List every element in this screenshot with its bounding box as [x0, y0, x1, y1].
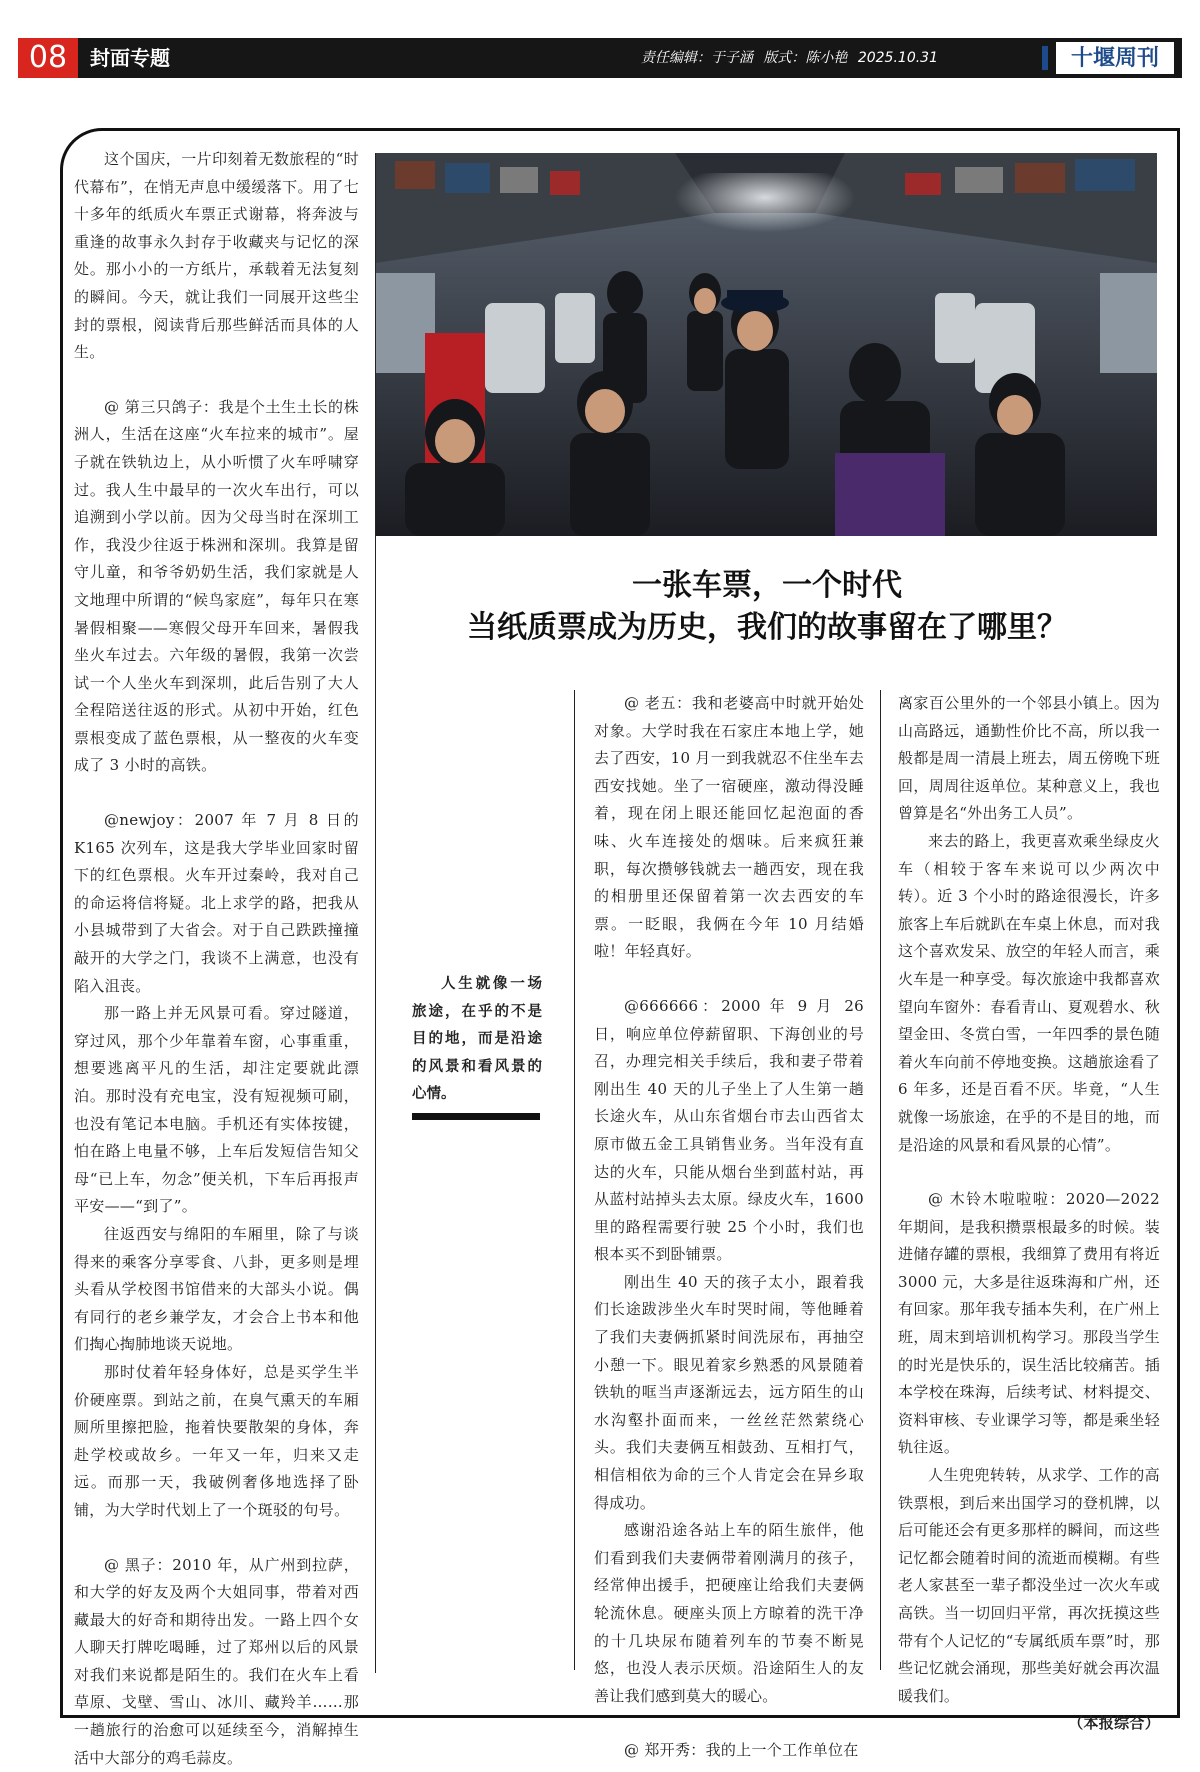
story-paragraph: 那一路上并无风景可看。穿过隧道，穿过风，那个少年靠着车窗，心事重重，想要逃离平凡的生活，却注定要就此漂泊。那时没有充电宝，没有短视频可刷，也没有笔记本电脑。手机还有实体按键，怕在路上电量不够，上车后发短信告知父母“已上车，勿念”便关机，下车后再报声平安——“到了”。	[74, 1000, 359, 1221]
left-column	[74, 146, 359, 1772]
story-paragraph: @666666：2000 年 9 月 26 日，响应单位停薪留职、下海创业的号召，办理完相关手续后，我和妻子带着刚出生 40 天的儿子坐上了人生第一趟长途火车，从山东省烟台市去山西省太原市做五金工具销售业务。当年没有直达的火车，只能从烟台坐到蓝村站，再从蓝村站掉头去太原。绿皮火车，1600 里的路程需要行驶 25 个小时，我们也根本买不到卧铺票。	[594, 993, 864, 1269]
story-paragraph: @ 第三只鸽子：我是个土生土长的株洲人，生活在这座“火车拉来的城市”。屋子就在铁轨边上，从小听惯了火车呼啸穿过。我人生中最早的一次火车出行，可以追溯到小学以前。因为父母当时在深圳工作，我没少往返于株洲和深圳。我算是留守儿童，和爷爷奶奶生活，我们家就是人文地理中所谓的“候鸟家庭”，每年只在寒暑假相聚——寒假父母开车回来，暑假我坐火车过去。六年级的暑假，我第一次尝试一个人坐火车到深圳，此后告别了大人全程陪送往返的形式。从初中开始，红色票根变成了蓝色票根，从一整夜的火车变成了 3 小时的高铁。	[74, 394, 359, 780]
story-paragraph: @ 木铃木啦啦啦：2020—2022 年期间，是我积攒票根最多的时候。装进储存罐的票根，我细算了费用有将近 3000 元，大多是往返珠海和广州，还有回家。那年我专插本失利，在广州上班，周末到培训机构学习。那段当学生的时光是快乐的，误生活比较痛苦。插本学校在珠海，后续考试、材料提交、资料审核、专业课学习等，都是乘坐轻轨往返。	[898, 1186, 1160, 1462]
story-paragraph: 那时仗着年轻身体好，总是买学生半价硬座票。到站之前，在臭气熏天的车厢厕所里擦把脸，拖着快要散架的身体，奔赴学校或故乡。一年又一年，归来又走远。而那一天，我破例奢侈地选择了卧铺，为大学时代划上了一个斑驳的句号。	[74, 1359, 359, 1525]
right-column	[898, 690, 1160, 1738]
story-paragraph: 离家百公里外的一个邻县小镇上。因为山高路远，通勤性价比不高，所以我一般都是周一清晨上班去，周五傍晚下班回，周周往返单位。某种意义上，我也曾算是名“外出务工人员”。	[898, 690, 1160, 828]
pull-quote	[412, 970, 542, 1108]
train-carriage-photo	[375, 153, 1157, 536]
story-paragraph: @ 黑子：2010 年，从广州到拉萨，和大学的好友及两个大姐同事，带着对西藏最大的好奇和期待出发。一路上四个女人聊天打牌吃喝睡，过了郑州以后的风景对我们来说都是陌生的。我们在火车上看草原、戈壁、雪山、冰川、藏羚羊……那一趟旅行的治愈可以延续至今，消解掉生活中大部分的鸡毛蒜皮。	[74, 1552, 359, 1772]
headline	[378, 566, 1156, 650]
story-paragraph: 来去的路上，我更喜欢乘坐绿皮火车（相较于客车来说可以少两次中转）。近 3 个小时的路途很漫长，许多旅客上车后就趴在车桌上休息，而对我这个喜欢发呆、放空的年轻人而言，乘火车是一种享受。每次旅途中我都喜欢望向车窗外：春看青山、夏观碧水、秋望金田、冬赏白雪，一年四季的景色随着火车向前不停地变换。这趟旅途看了 6 年多，还是百看不厌。毕竟，“人生就像一场旅途，在乎的不是目的地，而是沿途的风景和看风景的心情”。	[898, 828, 1160, 1159]
source-note: （本报综合）	[898, 1710, 1160, 1738]
story-paragraph: @ 郑开秀：我的上一个工作单位在	[594, 1737, 864, 1765]
editor-credits	[635, 38, 938, 78]
pull-quote-text: 人生就像一场旅途，在乎的不是目的地，而是沿途的风景和看风景的心情。	[412, 970, 542, 1108]
page-number: 08	[18, 38, 78, 78]
pull-quote-bar	[412, 1113, 540, 1120]
story-paragraph: 刚出生 40 天的孩子太小，跟着我们长途跋涉坐火车时哭时闹，等他睡着了我们夫妻俩抓紧时间洗尿布，再抽空小憩一下。眼见着家乡熟悉的风景随着铁轨的哐当声逐渐远去，远方陌生的山水沟壑扑面而来，一丝丝茫然萦绕心头。我们夫妻俩互相鼓劲、互相打气，相信相依为命的三个人肯定会在异乡取得成功。	[594, 1269, 864, 1517]
masthead-stripe	[1042, 46, 1048, 70]
column-rule-left	[375, 153, 376, 1673]
section-title: 封面专题	[90, 38, 170, 78]
photo-caption: 二维码安全使用镜头。	[1095, 659, 1157, 693]
layout-designer: 版式：陈小艳	[763, 50, 847, 66]
middle-column	[594, 690, 864, 1765]
photo-illustration	[375, 153, 1157, 536]
intro-paragraph: 这个国庆，一片印刻着无数旅程的“时代幕布”，在悄无声息中缓缓落下。用了七十多年的纸质火车票正式谢幕，将奔波与重逢的故事永久封存于收藏夹与记忆的深处。那小小的一方纸片，承载着无法复刻的瞬间。今天，就让我们一同展开这些尘封的票根，阅读背后那些鲜活而具体的人生。	[74, 146, 359, 367]
masthead-logo: 十堰周刊	[1056, 42, 1174, 74]
story-paragraph: 感谢沿途各站上车的陌生旅伴，他们看到我们夫妻俩带着刚满月的孩子，经常伸出援手，把硬座让给我们夫妻俩轮流休息。硬座头顶上方晾着的洗干净的十几块尿布随着列车的节奏不断晃悠，也没人表示厌烦。沿途陌生人的友善让我们感到莫大的暖心。	[594, 1517, 864, 1710]
story-paragraph: @ 老五：我和老婆高中时就开始处对象。大学时我在石家庄本地上学，她去了西安，10 月一到我就忍不住坐车去西安找她。坐了一宿硬座，激动得没睡着，现在闭上眼还能回忆起泡面的香味、火车连接处的烟味。后来疯狂兼职，每次攒够钱就去一趟西安，现在我的相册里还保留着第一次去西安的车票。一眨眼，我俩在今年 10 月结婚啦！年轻真好。	[594, 690, 864, 966]
editor-name: 责任编辑：于子涵	[641, 50, 753, 66]
story-paragraph: 人生兜兜转转，从求学、工作的高铁票根，到后来出国学习的登机牌，以后可能还会有更多那样的瞬间，而这些记忆都会随着时间的流逝而模糊。有些老人家甚至一辈子都没坐过一次火车或高铁。当一切回归平常，再次抚摸这些带有个人记忆的“专属纸质车票”时，那些记忆就会涌现，那些美好就会再次温暖我们。	[898, 1462, 1160, 1710]
headline-line-1: 一张车票，一个时代	[378, 566, 1156, 606]
column-rule-middle	[574, 690, 575, 1670]
story-paragraph: 往返西安与绵阳的车厢里，除了与谈得来的乘客分享零食、八卦，更多则是埋头看从学校图书馆借来的大部头小说。偶有同行的老乡兼学友，才会合上书本和他们掏心掏肺地谈天说地。	[74, 1221, 359, 1359]
page-header	[18, 38, 1182, 78]
story-paragraph: @newjoy：2007 年 7 月 8 日的 K165 次列车，这是我大学毕业回家时留下的红色票根。火车开过秦岭，我对自己的命运将信将疑。北上求学的路，把我从小县城带到了大省会。对于自己跌跌撞撞敲开的大学之门，我谈不上满意，也没有陷入沮丧。	[74, 807, 359, 1000]
column-rule-right	[880, 690, 881, 1670]
headline-line-2: 当纸质票成为历史，我们的故事留在了哪里？	[378, 606, 1156, 650]
issue-date: 2025.10.31	[858, 50, 938, 66]
